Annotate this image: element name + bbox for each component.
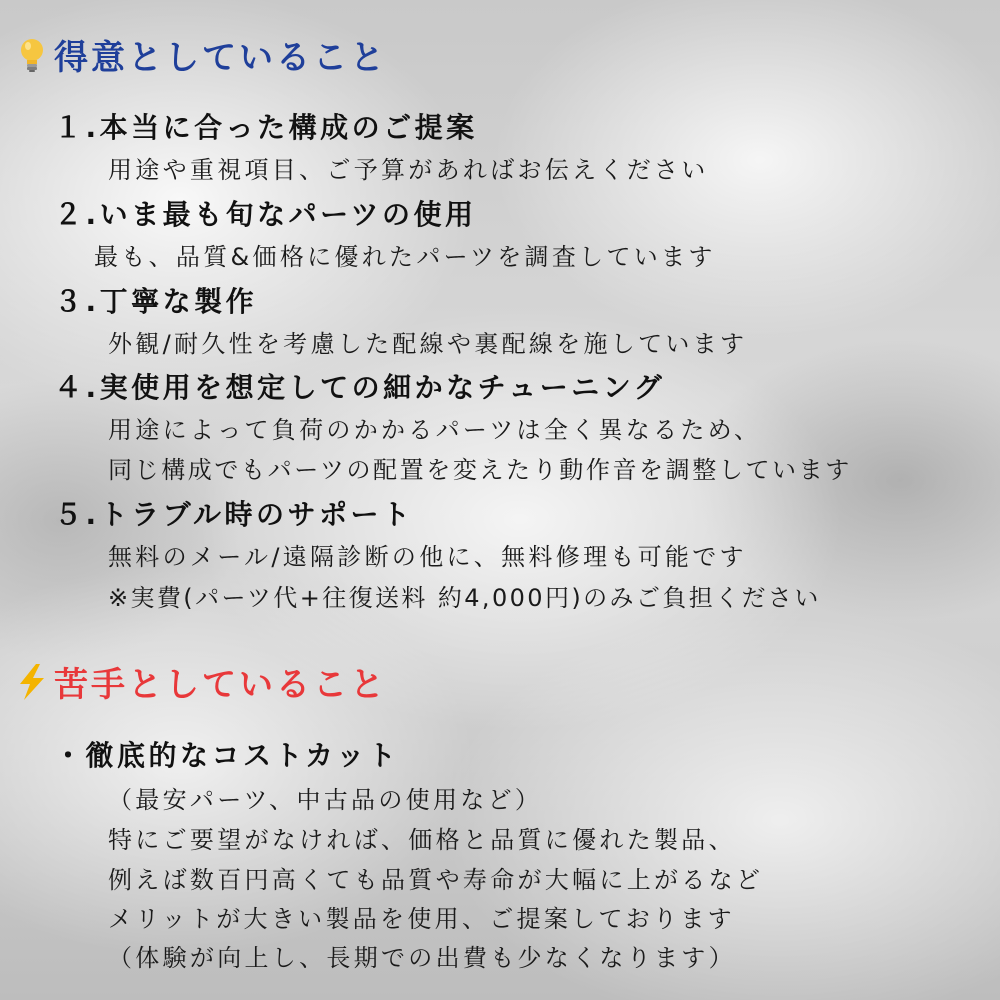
lightbulb-icon	[14, 35, 50, 75]
weaknesses-heading	[14, 657, 387, 706]
weakness-item-desc-1: （最安パーツ、中古品の使用など）	[108, 786, 543, 814]
weakness-item-title: ・徹底的なコストカット	[54, 739, 400, 772]
strength-item-2-desc: 最も、品質&価格に優れたパーツを調査しています	[94, 243, 716, 271]
strength-item-3-desc: 外観/耐久性を考慮した配線や裏配線を施しています	[108, 330, 748, 358]
strength-item-5-desc-1: 無料のメール/遠隔診断の他に、無料修理も可能です	[108, 543, 747, 571]
lightning-icon	[14, 662, 50, 702]
strength-item-3-title: ３.丁寧な製作	[54, 285, 258, 318]
strength-item-5-desc-2: ※実費(パーツ代+往復送料 約4,000円)のみご負担ください	[108, 584, 821, 612]
weakness-item-desc-3: 例えば数百円高くても品質や寿命が大幅に上がるなど	[108, 866, 764, 894]
strength-item-5-title: ５.トラブル時のサポート	[54, 498, 414, 531]
strength-item-2-title: ２.いま最も旬なパーツの使用	[54, 198, 477, 231]
weakness-item-desc-4: メリットが大きい製品を使用、ご提案しております	[108, 905, 735, 933]
strengths-heading-text: 得意としていること	[54, 38, 387, 78]
strength-item-1-desc: 用途や重視項目、ご予算があればお伝えください	[108, 156, 709, 184]
strength-item-4-desc-1: 用途によって負荷のかかるパーツは全く異なるため、	[108, 416, 762, 444]
strength-item-4-desc-2: 同じ構成でもパーツの配置を変えたり動作音を調整しています	[108, 456, 852, 484]
strengths-heading	[14, 30, 387, 79]
strength-item-4-title: ４.実使用を想定しての細かなチューニング	[54, 371, 666, 404]
weakness-item-desc-5: （体験が向上し、長期での出費も少なくなります）	[108, 944, 736, 972]
strength-item-1-title: １.本当に合った構成のご提案	[54, 111, 478, 144]
weaknesses-heading-text: 苦手としていること	[54, 665, 387, 705]
weakness-item-desc-2: 特にご要望がなければ、価格と品質に優れた製品、	[108, 826, 736, 854]
